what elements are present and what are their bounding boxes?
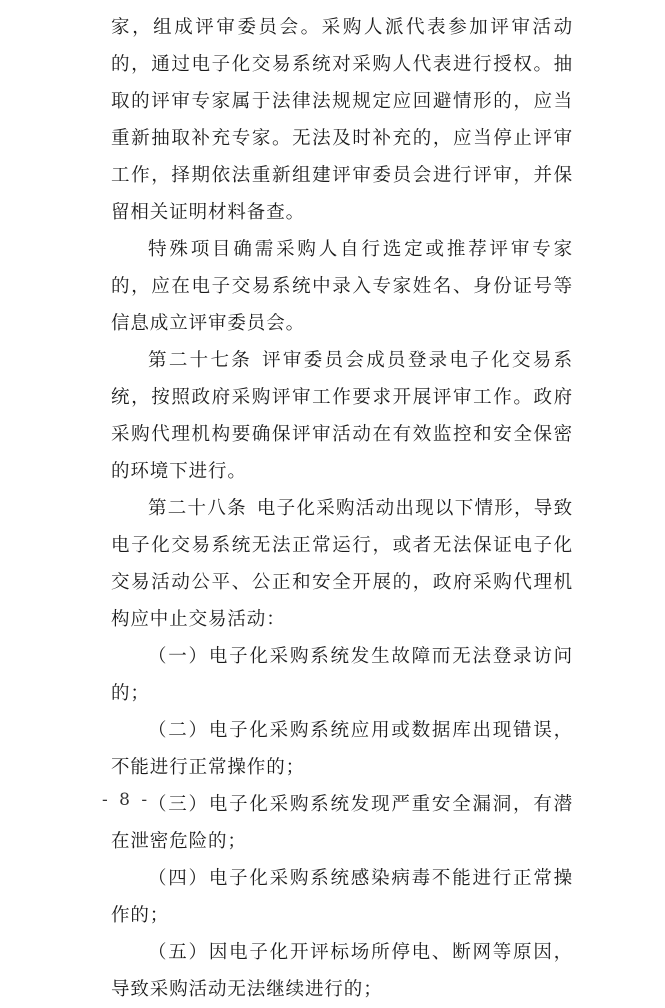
list-item-4-text: （四）电子化采购系统感染病毒不能进行正常操作的； [111, 868, 573, 926]
paragraph-2 [111, 231, 573, 342]
list-item-3-text: （三）电子化采购系统发现严重安全漏洞，有潜在泄密危险的； [111, 794, 573, 852]
list-item-3 [111, 786, 573, 860]
list-item-4 [111, 860, 573, 934]
body-text [111, 9, 573, 1008]
article-28-text: 电子化采购活动出现以下情形，导致电子化交易系统无法正常运行，或者无法保证电子化交易活动公平、公正和安全开展的，政府采购代理机构应中止交易活动： [111, 498, 573, 630]
list-item-1 [111, 638, 573, 712]
article-27-text: 评审委员会成员登录电子化交易系统，按照政府采购评审工作要求开展评审工作。政府采购代理机构要确保评审活动在有效监控和安全保密的环境下进行。 [111, 350, 573, 482]
paragraph-2-text: 特殊项目确需采购人自行选定或推荐评审专家的，应在电子交易系统中录入专家姓名、身份证号等信息成立评审委员会。 [111, 239, 573, 334]
article-28-heading: 第二十八条 [148, 498, 247, 519]
paragraph-1-text: 家，组成评审委员会。采购人派代表参加评审活动的，通过电子化交易系统对采购人代表进行授权。抽取的评审专家属于法律法规规定应回避情形的，应当重新抽取补充专家。无法及时补充的，应当停止评审工作，择期依法重新组建评审委员会进行评审，并保留相关证明材料备查。 [111, 17, 573, 223]
list-item-2 [111, 712, 573, 786]
list-item-1-text: （一）电子化采购系统发生故障而无法登录访问的； [111, 646, 573, 704]
list-item-5 [111, 934, 573, 1008]
list-item-5-text: （五）因电子化开评标场所停电、断网等原因，导致采购活动无法继续进行的； [111, 942, 573, 1000]
page-number: - 8 - [102, 790, 151, 810]
article-27-heading: 第二十七条 [148, 350, 253, 371]
article-27 [111, 342, 573, 490]
paragraph-1 [111, 9, 573, 231]
list-item-2-text: （二）电子化采购系统应用或数据库出现错误，不能进行正常操作的； [111, 720, 573, 778]
article-28 [111, 490, 573, 638]
